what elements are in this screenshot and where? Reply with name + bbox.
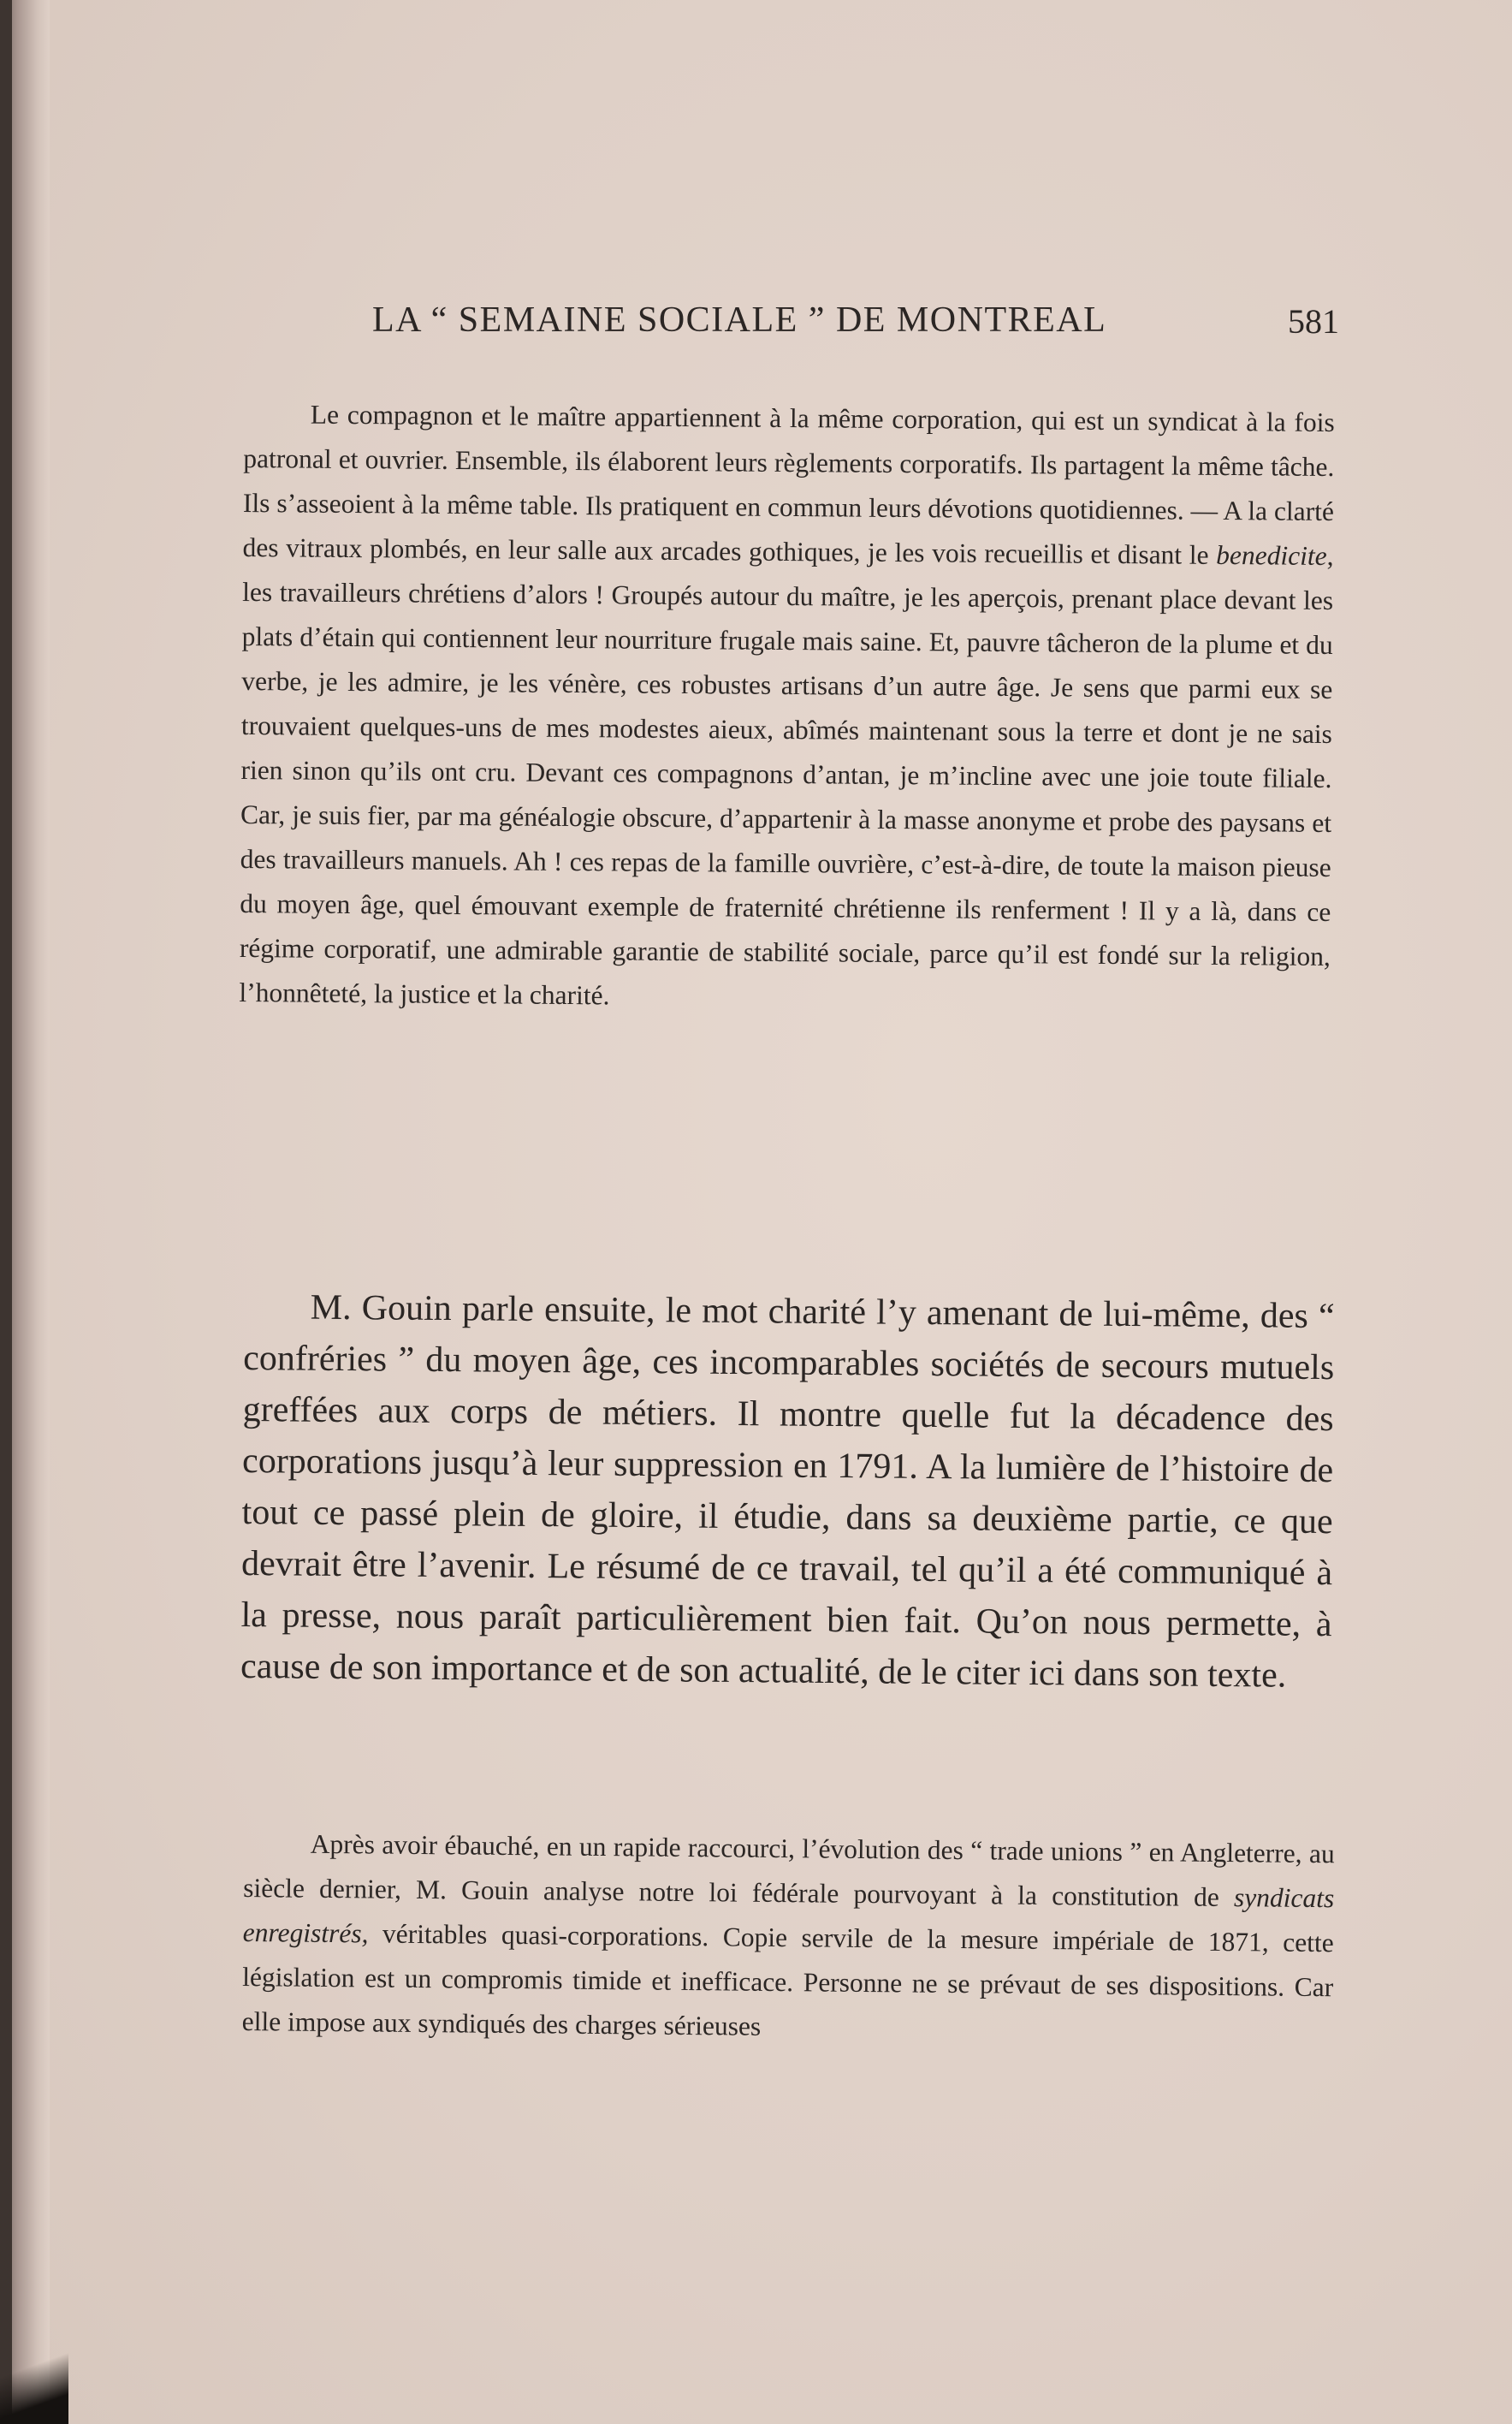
quote2-italic: syndicats enregistrés,	[242, 1882, 1335, 1949]
quote1-text-b: , les travailleurs chrétiens d’alors ! Groupés autour du maître, je les aperçois, prenant place devant les plats d’étain qui contiennent leur nourriture frugale mais saine. Et, pauvre tâcheron de la plume et du verbe, je les admire, je les vénère, ces robustes artisans d’un autre âge. Je sens que parmi eux se trouvaient quelques-uns de mes modestes aieux, abîmés maintenant sous la terre et dont je ne sais rien sinon qu’ils ont cru. Devant ces compagnons d’antan, je m’incline avec une joie toute filiale. Car, je suis fier, par ma généalogie obscure, d’appartenir à la masse anonyme et probe des paysans et des travailleurs manuels. Ah ! ces repas de la famille ouvrière, c’est-à-dire, de toute la maison pieuse du moyen âge, quel émouvant exemple de fraternité chrétienne ils renferment ! Il y a là, dans ce régime corporatif, une admirable garantie de stabilité sociale, parce qu’il est fondé sur la religion, l’honnêteté, la justice et la charité.	[239, 540, 1334, 1011]
main-paragraph-text: M. Gouin parle ensuite, le mot charité l’y amenant de lui-même, des “ confréries ” du moyen âge, ces incomparables sociétés de secours mutuels greffées aux corps de métiers. Il montre quelle fut la décadence des corporations jusqu’à leur suppression en 1791. A la lumière de l’histoire de tout ce passé plein de gloire, il étudie, dans sa deuxième partie, ce que devrait être l’avenir. Le résumé de ce travail, tel qu’il a été communiqué à la presse, nous paraît particulièrement bien fait. Qu’on nous permette, à cause de son importance et de son actualité, de le citer ici dans son texte.	[240, 1287, 1335, 1696]
quoted-paragraph-1-text	[239, 392, 1335, 1024]
quote2-text-b: véritables quasi-corporations. Copie servile de la mesure impériale de 1871, cette législation est un compromis timide et inefficace. Personne ne se prévaut de ses dispositions. Car elle impose aux syndiqués des charges sérieuses	[241, 1918, 1334, 2041]
quote1-italic: benedicite	[1216, 539, 1327, 571]
scan-corner-shadow	[0, 2330, 68, 2424]
quoted-paragraph-2-text	[242, 1821, 1335, 2054]
main-paragraph	[240, 1281, 1335, 1702]
page-number: 581	[1288, 302, 1339, 341]
book-edge	[0, 0, 12, 2424]
running-title: LA “ SEMAINE SOCIALE ” DE MONTREAL	[372, 300, 1107, 340]
page-header	[372, 300, 1339, 351]
quoted-paragraph-1	[239, 392, 1335, 1024]
quote2-text-a: Après avoir ébauché, en un rapide raccourci, l’évolution des “ trade unions ” en Angleterre, au siècle dernier, M. Gouin analyse notre loi fédérale pourvoyant à la constitution de	[243, 1828, 1335, 1913]
quote1-text-a: Le compagnon et le maître appartiennent à la même corporation, qui est un syndicat à la fois patronal et ouvrier. Ensemble, ils élaborent leurs règlements corporatifs. Ils partagent la même tâche. Ils s’asseoient à la même table. Ils pratiquent en commun leurs dévotions quotidiennes. — A la clarté des vitraux plombés, en leur salle aux arcades gothiques, je les vois recueillis et disant le	[242, 399, 1335, 570]
page-background	[50, 0, 1512, 2424]
quoted-paragraph-2	[242, 1821, 1335, 2054]
